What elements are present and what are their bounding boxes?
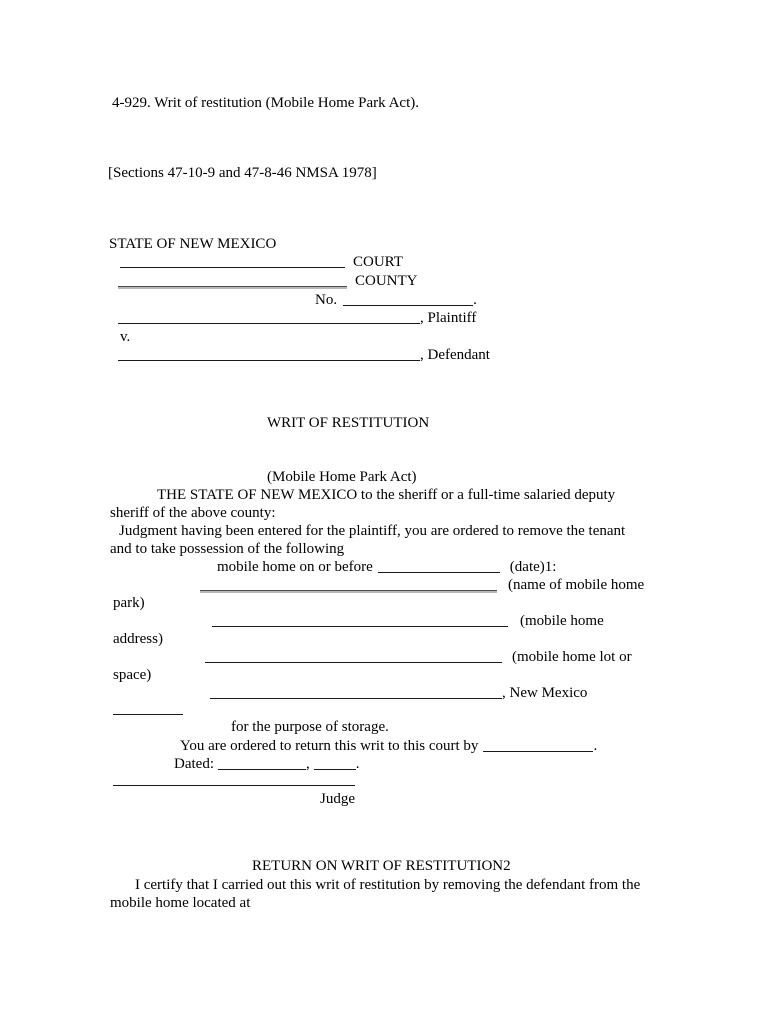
judge-label: Judge: [320, 791, 355, 807]
certify-line2: mobile home located at: [110, 895, 251, 911]
statute-reference: [Sections 47-10-9 and 47-8-46 NMSA 1978]: [108, 165, 377, 181]
lot-line: [205, 648, 632, 666]
defendant-label: , Defendant: [420, 347, 490, 363]
plaintiff-label: , Plaintiff: [420, 310, 477, 326]
park-name-blank[interactable]: [200, 577, 497, 591]
judgment-line2: and to take possession of the following: [110, 541, 345, 557]
case-number-blank[interactable]: [343, 292, 473, 306]
home-address-suffix: (mobile home: [520, 613, 604, 629]
park-name-suffix: (name of mobile home: [508, 577, 645, 593]
court-name-blank[interactable]: [120, 254, 345, 268]
lot-blank[interactable]: [205, 649, 502, 663]
form-title: 4-929. Writ of restitution (Mobile Home Park Act).: [112, 95, 419, 111]
return-by-text: You are ordered to return this writ to this court by: [180, 738, 479, 754]
extra-blank[interactable]: [113, 701, 183, 715]
lot-suffix: (mobile home lot or: [512, 649, 632, 665]
case-number-period: .: [473, 292, 477, 308]
plaintiff-name-blank[interactable]: [118, 310, 420, 324]
case-number-line: [315, 291, 477, 309]
plaintiff-line: [118, 309, 476, 327]
date-blank[interactable]: [378, 559, 500, 573]
city-blank[interactable]: [210, 685, 502, 699]
return-by-period: .: [593, 738, 598, 754]
dated-day-blank[interactable]: [218, 756, 306, 770]
park-name-line: [200, 576, 644, 594]
city-suffix: , New Mexico: [502, 685, 588, 701]
case-number-label: No.: [315, 292, 338, 308]
date-prefix: mobile home on or before: [217, 559, 373, 575]
home-address-wrap: address): [113, 631, 163, 647]
county-line: [118, 272, 418, 290]
judgment-line1: Judgment having been entered for the plaintiff, you are ordered to remove the tenant: [119, 523, 626, 539]
city-line: [210, 684, 587, 702]
defendant-line: [118, 346, 490, 364]
home-address-line: [212, 612, 604, 630]
return-by-blank[interactable]: [483, 738, 593, 752]
judge-signature-blank[interactable]: [113, 772, 355, 786]
dated-year-blank[interactable]: [314, 756, 356, 770]
court-label: COURT: [353, 254, 403, 270]
court-line: [120, 253, 403, 271]
county-label: COUNTY: [355, 273, 418, 289]
judge-signature-line: [113, 771, 355, 789]
date-suffix: (date)1:: [509, 559, 557, 575]
state-heading: STATE OF NEW MEXICO: [109, 236, 277, 252]
writ-heading: WRIT OF RESTITUTION: [267, 415, 430, 431]
dated-comma: ,: [305, 756, 310, 772]
address-to-sheriff-line1: THE STATE OF NEW MEXICO to the sheriff or a full-time salaried deputy: [157, 487, 616, 503]
dated-period: .: [355, 756, 360, 772]
county-name-blank[interactable]: [118, 273, 347, 287]
extra-blank-line: [113, 700, 183, 718]
park-name-wrap: park): [113, 595, 145, 611]
home-address-blank[interactable]: [212, 613, 508, 627]
defendant-name-blank[interactable]: [118, 347, 420, 361]
return-by-line: [180, 737, 597, 755]
certify-line1: I certify that I carried out this writ of restitution by removing the defendant from the: [135, 877, 641, 893]
lot-wrap: space): [113, 667, 152, 683]
date-line: [217, 558, 556, 576]
address-to-sheriff-line2: sheriff of the above county:: [110, 505, 276, 521]
writ-subheading: (Mobile Home Park Act): [267, 469, 417, 485]
versus-label: v.: [120, 329, 131, 345]
storage-line: for the purpose of storage.: [231, 719, 389, 735]
dated-label: Dated:: [174, 756, 214, 772]
return-heading: RETURN ON WRIT OF RESTITUTION2: [252, 858, 511, 874]
